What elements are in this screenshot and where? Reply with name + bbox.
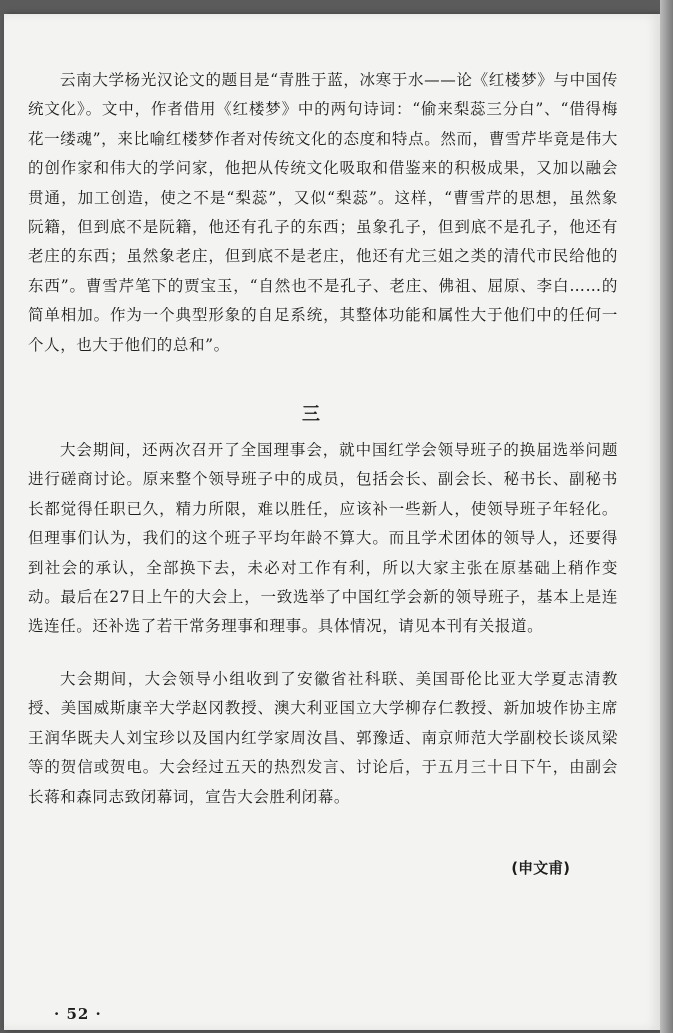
book-page — [4, 14, 660, 1030]
section-heading: 三 — [302, 404, 320, 425]
paragraph-2: 大会期间，还两次召开了全国理事会，就中国红学会领导班子的换届选举问题进行磋商讨论。原来整个领导班子中的成员，包括会长、副会长、秘书长、副秘书长都觉得任职已久，精力所限，难以胜任，应该补一些新人，使领导班子年轻化。但理事们认为，我们的这个班子平均年龄不算大。而且学术团体的领导人，还要得到社会的承认，全部换下去，未必对工作有利，所以大家主张在原基础上稍作变动。最后在27日上午的大会上，一致选举了中国红学会新的领导班子，基本上是连选连任。还补选了若干常务理事和理事。具体情况，请见本刊有关报道。 — [28, 441, 618, 636]
book-edge — [660, 0, 673, 1033]
author-signature: (申文甫) — [511, 859, 570, 877]
page-number: · 52 · — [54, 1005, 102, 1023]
paragraph-3: 大会期间，大会领导小组收到了安徽省社科联、美国哥伦比亚大学夏志清教授、美国威斯康辛大学赵冈教授、澳大利亚国立大学柳存仁教授、新加坡作协主席王润华既夫人刘宝珍以及国内红学家周汝昌、郭豫适、南京师范大学副校长谈凤梁等的贺信或贺电。大会经过五天的热烈发言、讨论后，于五月三十日下午，由副会长蒋和森同志致闭幕词，宣告大会胜利闭幕。 — [28, 670, 618, 806]
paragraph-1: 云南大学杨光汉论文的题目是“青胜于蓝，冰寒于水——论《红楼梦》与中国传统文化》。文中，作者借用《红楼梦》中的两句诗词：“偷来梨蕊三分白”、“借得梅花一缕魂”，来比喻红楼梦作者对传统文化的态度和特点。然而，曹雪芹毕竟是伟大的创作家和伟大的学问家，他把从传统文化吸取和借鉴来的积极成果，又加以融会贯通，加工创造，使之不是“梨蕊”，又似“梨蕊”。这样，“曹雪芹的思想，虽然象阮籍，但到底不是阮籍，他还有孔子的东西；虽象孔子，但到底不是孔子，他还有老庄的东西；虽然象老庄，但到底不是老庄，他还有尤三姐之类的清代市民给他的东西”。曹雪芹笔下的贾宝玉，“自然也不是孔子、老庄、佛祖、屈原、李白……的简单相加。作为一个典型形象的自足系统，其整体功能和属性大于他们中的任何一个人，也大于他们的总和”。 — [28, 71, 618, 354]
